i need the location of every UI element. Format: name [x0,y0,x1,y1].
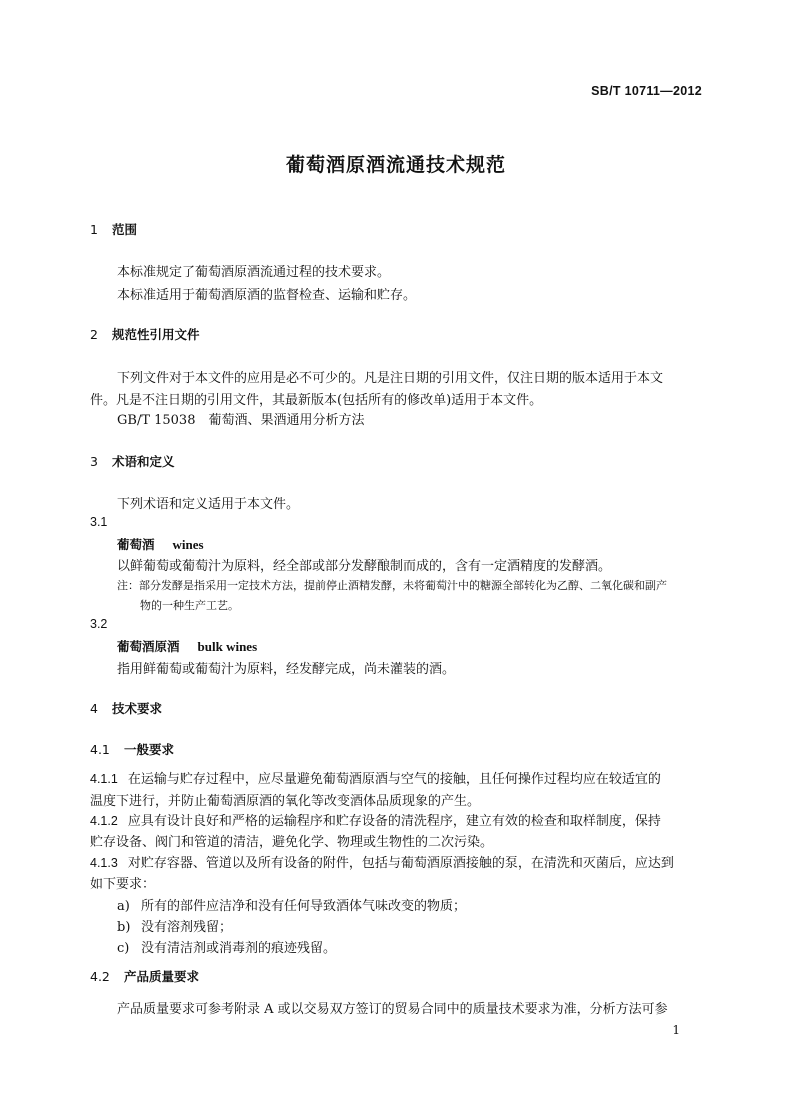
clause-line: 温度下进行，并防止葡萄酒原酒的氧化等改变酒体品质现象的产生。 [90,794,481,809]
section-number: 3 [90,454,98,469]
clause-text: 对贮存容器、管道以及所有设备的附件，包括与葡萄酒原酒接触的泵，在清洗和灭菌后，应达到 [127,856,674,871]
list-label: b) [117,920,131,935]
section-number: 1 [90,222,98,237]
clause-text: 应具有设计良好和严格的运输程序和贮存设备的清洗程序，建立有效的检查和取样制度，保持 [127,814,661,829]
section-title: 规范性引用文件 [112,327,200,342]
note-line: 物的一种生产工艺。 [140,599,239,612]
section-3-heading [90,452,175,470]
clause-line [90,768,661,787]
paragraph: 产品质量要求可参考附录 A 或以交易双方签订的贸易合同中的质量技术要求为准，分析方法可参 [117,1002,668,1017]
term-zh: 葡萄酒原酒 [117,639,180,654]
term-en: wines [172,537,204,552]
clause-line: 如下要求： [90,877,156,892]
paragraph: 下列术语和定义适用于本文件。 [117,497,300,512]
normative-reference: GB/T 15038 葡萄酒、果酒通用分析方法 [117,413,365,428]
clause-number: 4.1.1 [90,772,118,786]
standard-number: SB/T 10711—2012 [591,84,702,98]
section-number: 4 [90,701,98,716]
term-definition: 以鲜葡萄或葡萄汁为原料，经全部或部分发酵酿制而成的，含有一定酒精度的发酵酒。 [117,559,612,574]
section-title: 技术要求 [112,701,163,716]
subsection-title: 产品质量要求 [124,969,200,984]
subsection-title: 一般要求 [124,742,175,757]
note-line: 注：部分发酵是指采用一定技术方法，提前停止酒精发酵，未将葡萄汁中的糖源全部转化为乙醇、二氧化碳和副产 [117,579,667,592]
subsection-4-2-heading [90,967,199,985]
clause-line [90,810,661,829]
list-item [117,916,232,935]
term-number: 3.2 [90,617,108,631]
subsection-number: 4.2 [90,969,110,984]
list-label: c) [117,941,130,956]
clause-number: 4.1.2 [90,814,118,828]
list-label: a) [117,899,130,914]
clause-number: 4.1.3 [90,856,118,870]
list-item [117,937,336,956]
page-number: 1 [672,1023,680,1037]
term-heading [117,535,204,553]
section-title: 范围 [112,222,138,237]
list-item [117,895,466,914]
list-text: 所有的部件应洁净和没有任何导致酒体气味改变的物质； [141,899,467,914]
list-text: 没有溶剂残留； [141,920,233,935]
section-title: 术语和定义 [112,454,175,469]
paragraph: 本标准规定了葡萄酒原酒流通过程的技术要求。 [117,265,391,280]
paragraph-line: 下列文件对于本文件的应用是必不可少的。凡是注日期的引用文件，仅注日期的版本适用于本文 [117,371,664,386]
term-number: 3.1 [90,515,108,529]
term-heading [117,637,257,655]
document-title: 葡萄酒原酒流通技术规范 [285,154,506,176]
section-4-heading [90,699,162,717]
term-definition: 指用鲜葡萄或葡萄汁为原料，经发酵完成，尚未灌装的酒。 [117,662,456,677]
term-zh: 葡萄酒 [117,537,155,552]
subsection-number: 4.1 [90,742,110,757]
clause-line: 贮存设备、阀门和管道的清洁，避免化学、物理或生物性的二次污染。 [90,835,494,850]
list-text: 没有清洁剂或消毒剂的痕迹残留。 [141,941,337,956]
section-number: 2 [90,327,98,342]
subsection-4-1-heading [90,740,174,758]
section-1-heading [90,220,137,238]
clause-text: 在运输与贮存过程中，应尽量避免葡萄酒原酒与空气的接触，且任何操作过程均应在较适宜的 [127,772,661,787]
paragraph: 本标准适用于葡萄酒原酒的监督检查、运输和贮存。 [117,288,417,303]
term-en: bulk wines [197,639,258,654]
paragraph-line: 件。凡是不注日期的引用文件，其最新版本(包括所有的修改单)适用于本文件。 [90,393,543,408]
section-2-heading [90,325,200,343]
clause-line [90,852,674,871]
